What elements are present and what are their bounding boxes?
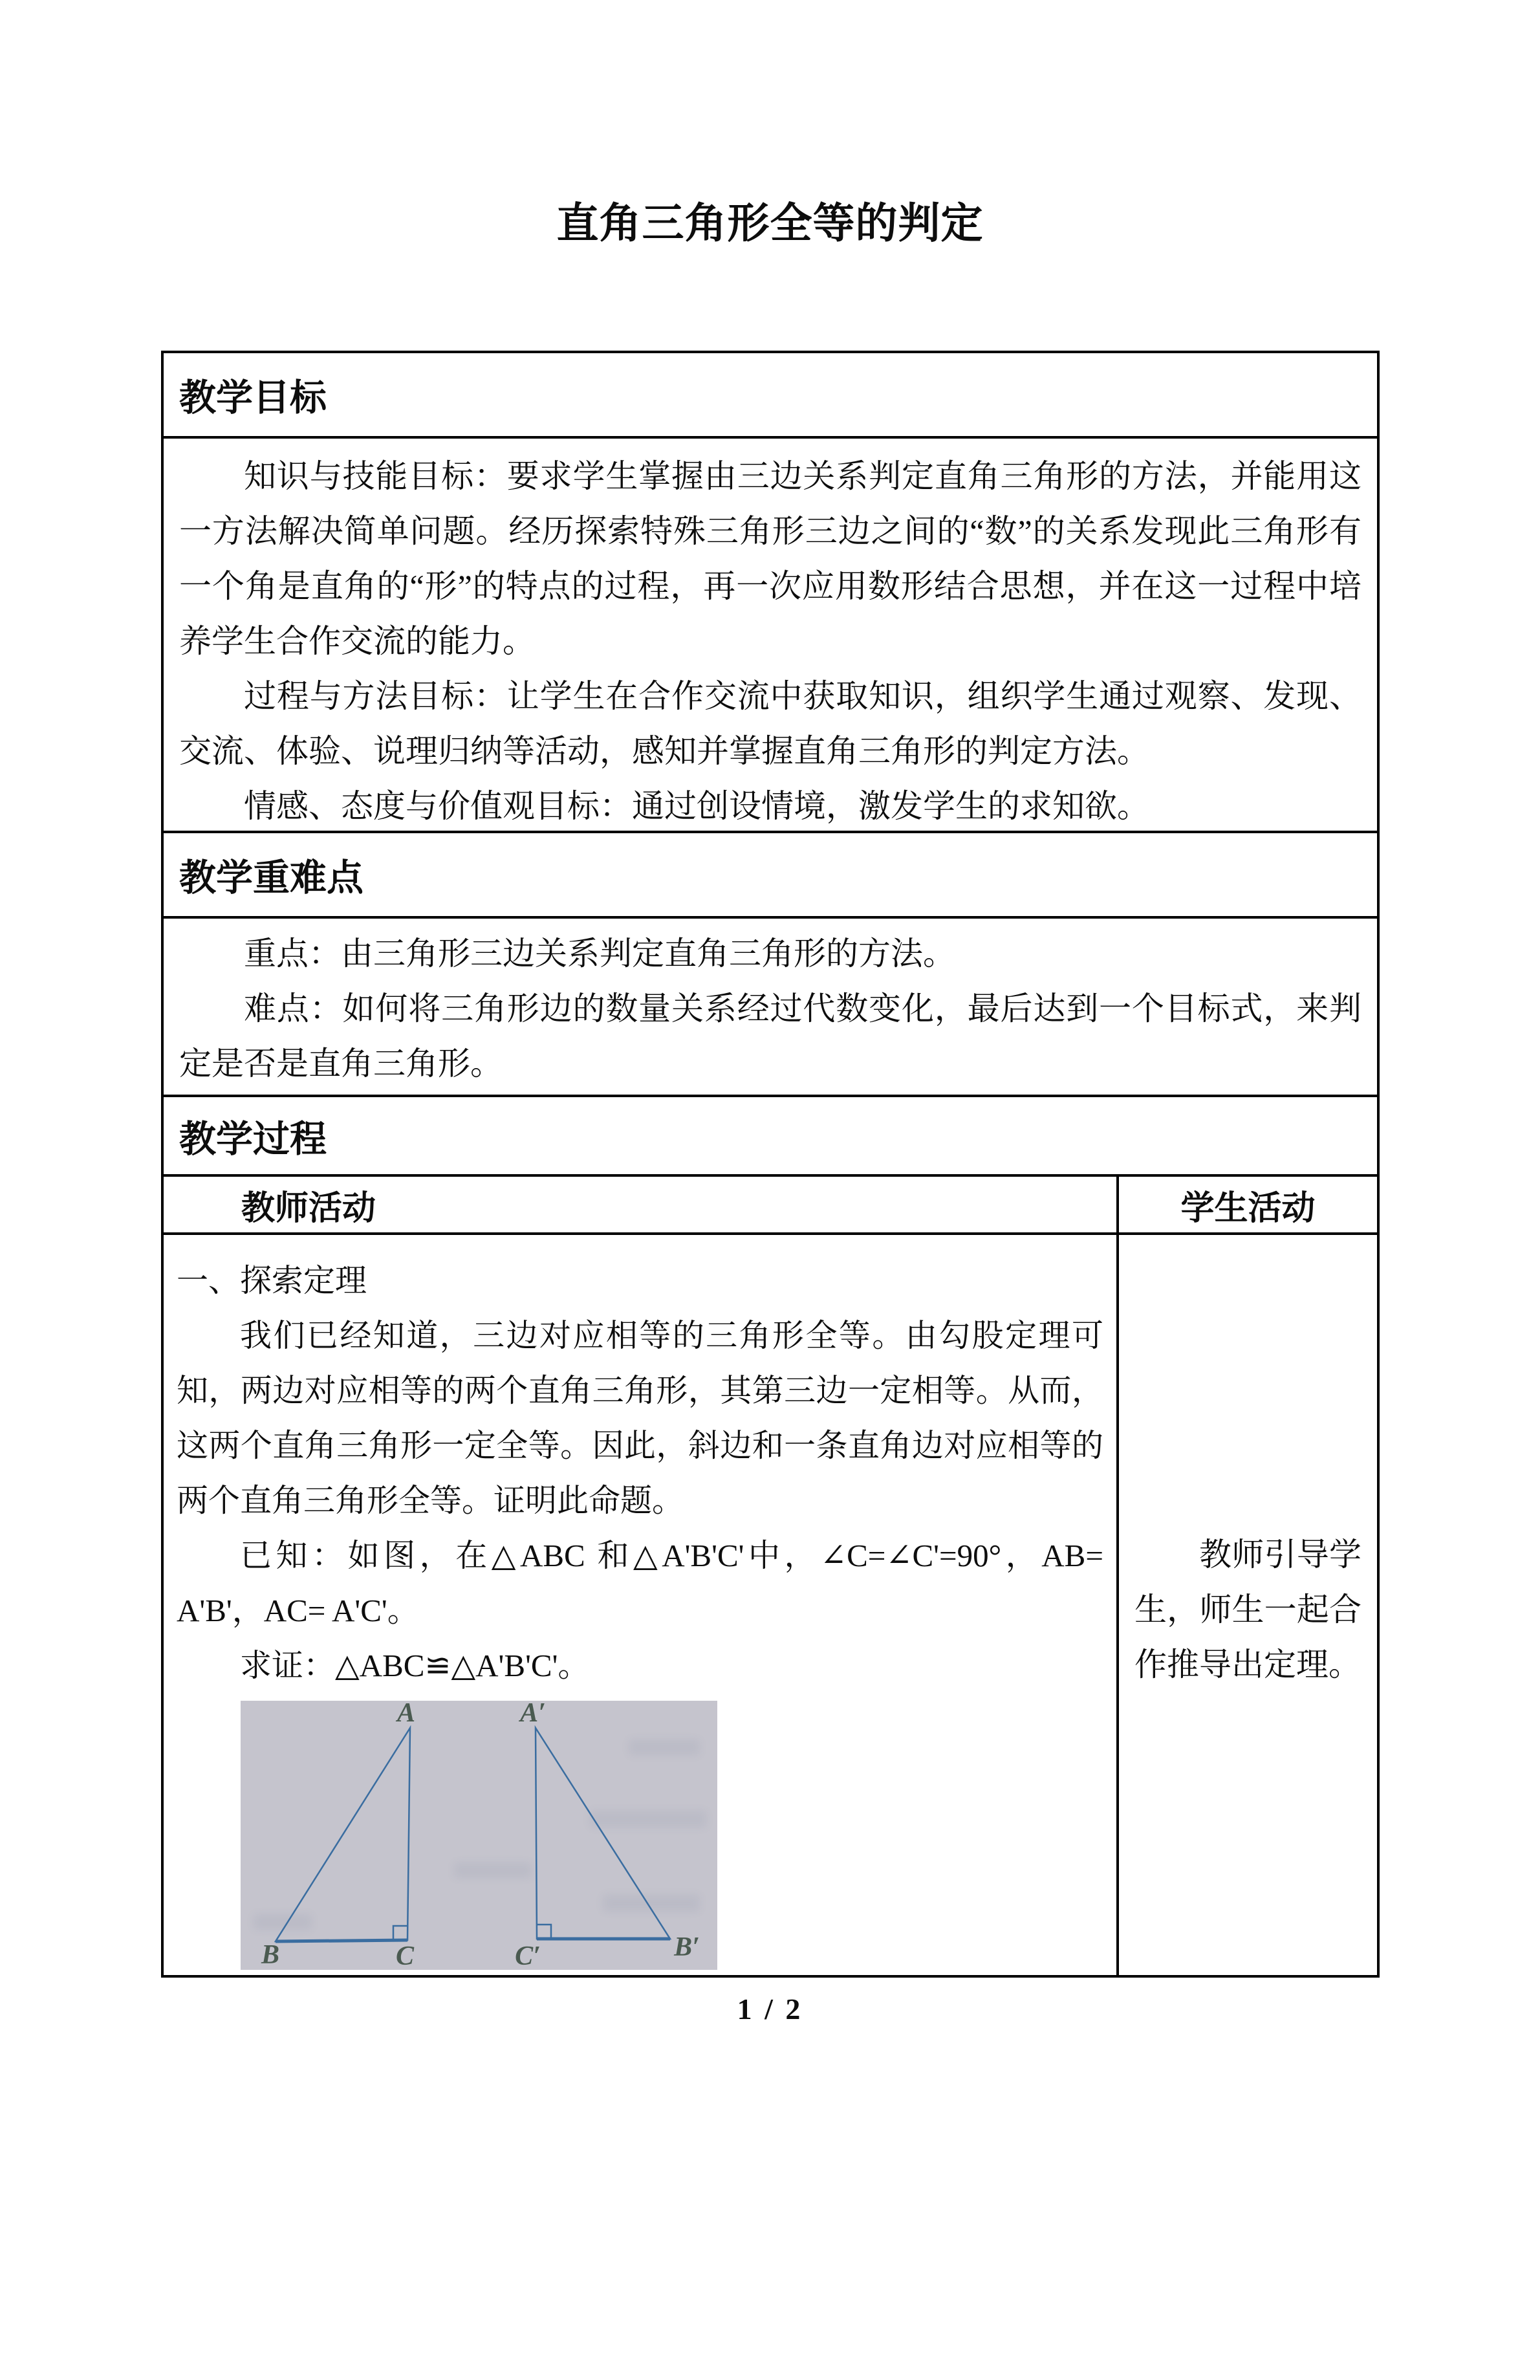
section-header-goals-label: 教学目标 — [179, 378, 327, 419]
triangles-photo — [241, 1701, 717, 1970]
student-activity-label: 学生活动 — [1180, 1190, 1316, 1227]
section-header-process-label: 教学过程 — [179, 1119, 327, 1160]
lesson-plan-table — [161, 351, 1380, 1978]
vertex-label-a2: A′ — [520, 1701, 546, 1728]
goals-paragraph: 情感、态度与价值观目标：通过创设情境，激发学生的求知欲。 — [244, 788, 1149, 824]
vertex-label-a: A — [396, 1701, 416, 1728]
section-header-keypoints-label: 教学重难点 — [179, 858, 363, 899]
student-activity-cell — [1119, 1235, 1377, 1975]
student-paragraph: 教师引导学生，师生一起合作推导出定理。 — [1134, 1536, 1361, 1683]
goals-paragraph: 知识与技能目标：要求学生掌握由三边关系判定直角三角形的方法，并能用这一方法解决简单问题。经历探索特殊三角形三边之间的“数”的关系发现此三角形有一个角是直角的“形”的特点的过程，再一次应用数形结合思想，并在这一过程中培养学生合作交流的能力。 — [179, 458, 1361, 659]
teacher-paragraph: 已知：如图，在△ABC 和△A'B'C'中，∠C=∠C'=90°，AB= A'B'，AC= A'C'。 — [177, 1538, 1103, 1628]
vertex-label-b: B — [261, 1940, 280, 1970]
process-content-row — [164, 1232, 1377, 1975]
section-goals-content — [164, 436, 1377, 831]
goals-paragraph: 过程与方法目标：让学生在合作交流中获取知识，组织学生通过观察、发现、交流、体验、说理归纳等活动，感知并掌握直角三角形的判定方法。 — [179, 678, 1361, 769]
teacher-paragraph: 求证：△ABC≌△A'B'C'。 — [240, 1648, 590, 1683]
page-title: 直角三角形全等的判定 — [556, 201, 984, 247]
section-header-goals — [164, 353, 1377, 436]
teacher-activity-cell — [164, 1235, 1119, 1975]
triangle-abc-base — [276, 1940, 407, 1941]
teacher-activity-column-header — [164, 1177, 1119, 1232]
keypoints-paragraph: 难点：如何将三角形边的数量关系经过代数变化，最后达到一个目标式，来判定是否是直角三角形。 — [179, 990, 1361, 1082]
page-number: 1 / 2 — [737, 1992, 803, 2025]
teacher-heading: 一、探索定理 — [177, 1263, 367, 1298]
teacher-activity-label: 教师活动 — [241, 1190, 376, 1227]
triangles-figure — [241, 1701, 717, 1970]
section-header-keypoints — [164, 831, 1377, 916]
document-page — [0, 202, 1540, 2380]
section-header-process — [164, 1095, 1377, 1174]
teacher-paragraph: 我们已经知道，三边对应相等的三角形全等。由勾股定理可知，两边对应相等的两个直角三角形，其第三边一定相等。从而，这两个直角三角形一定全等。因此，斜边和一条直角边对应相等的两个直角三角形全等。证明此命题。 — [177, 1318, 1103, 1518]
student-activity-column-header — [1119, 1177, 1377, 1232]
process-column-headers — [164, 1174, 1377, 1232]
vertex-label-b2: B′ — [674, 1932, 700, 1962]
section-keypoints-content — [164, 916, 1377, 1095]
vertex-label-c: C — [395, 1941, 415, 1970]
vertex-label-c2: C′ — [515, 1941, 541, 1970]
keypoints-paragraph: 重点：由三角形三边关系判定直角三角形的方法。 — [244, 935, 955, 972]
